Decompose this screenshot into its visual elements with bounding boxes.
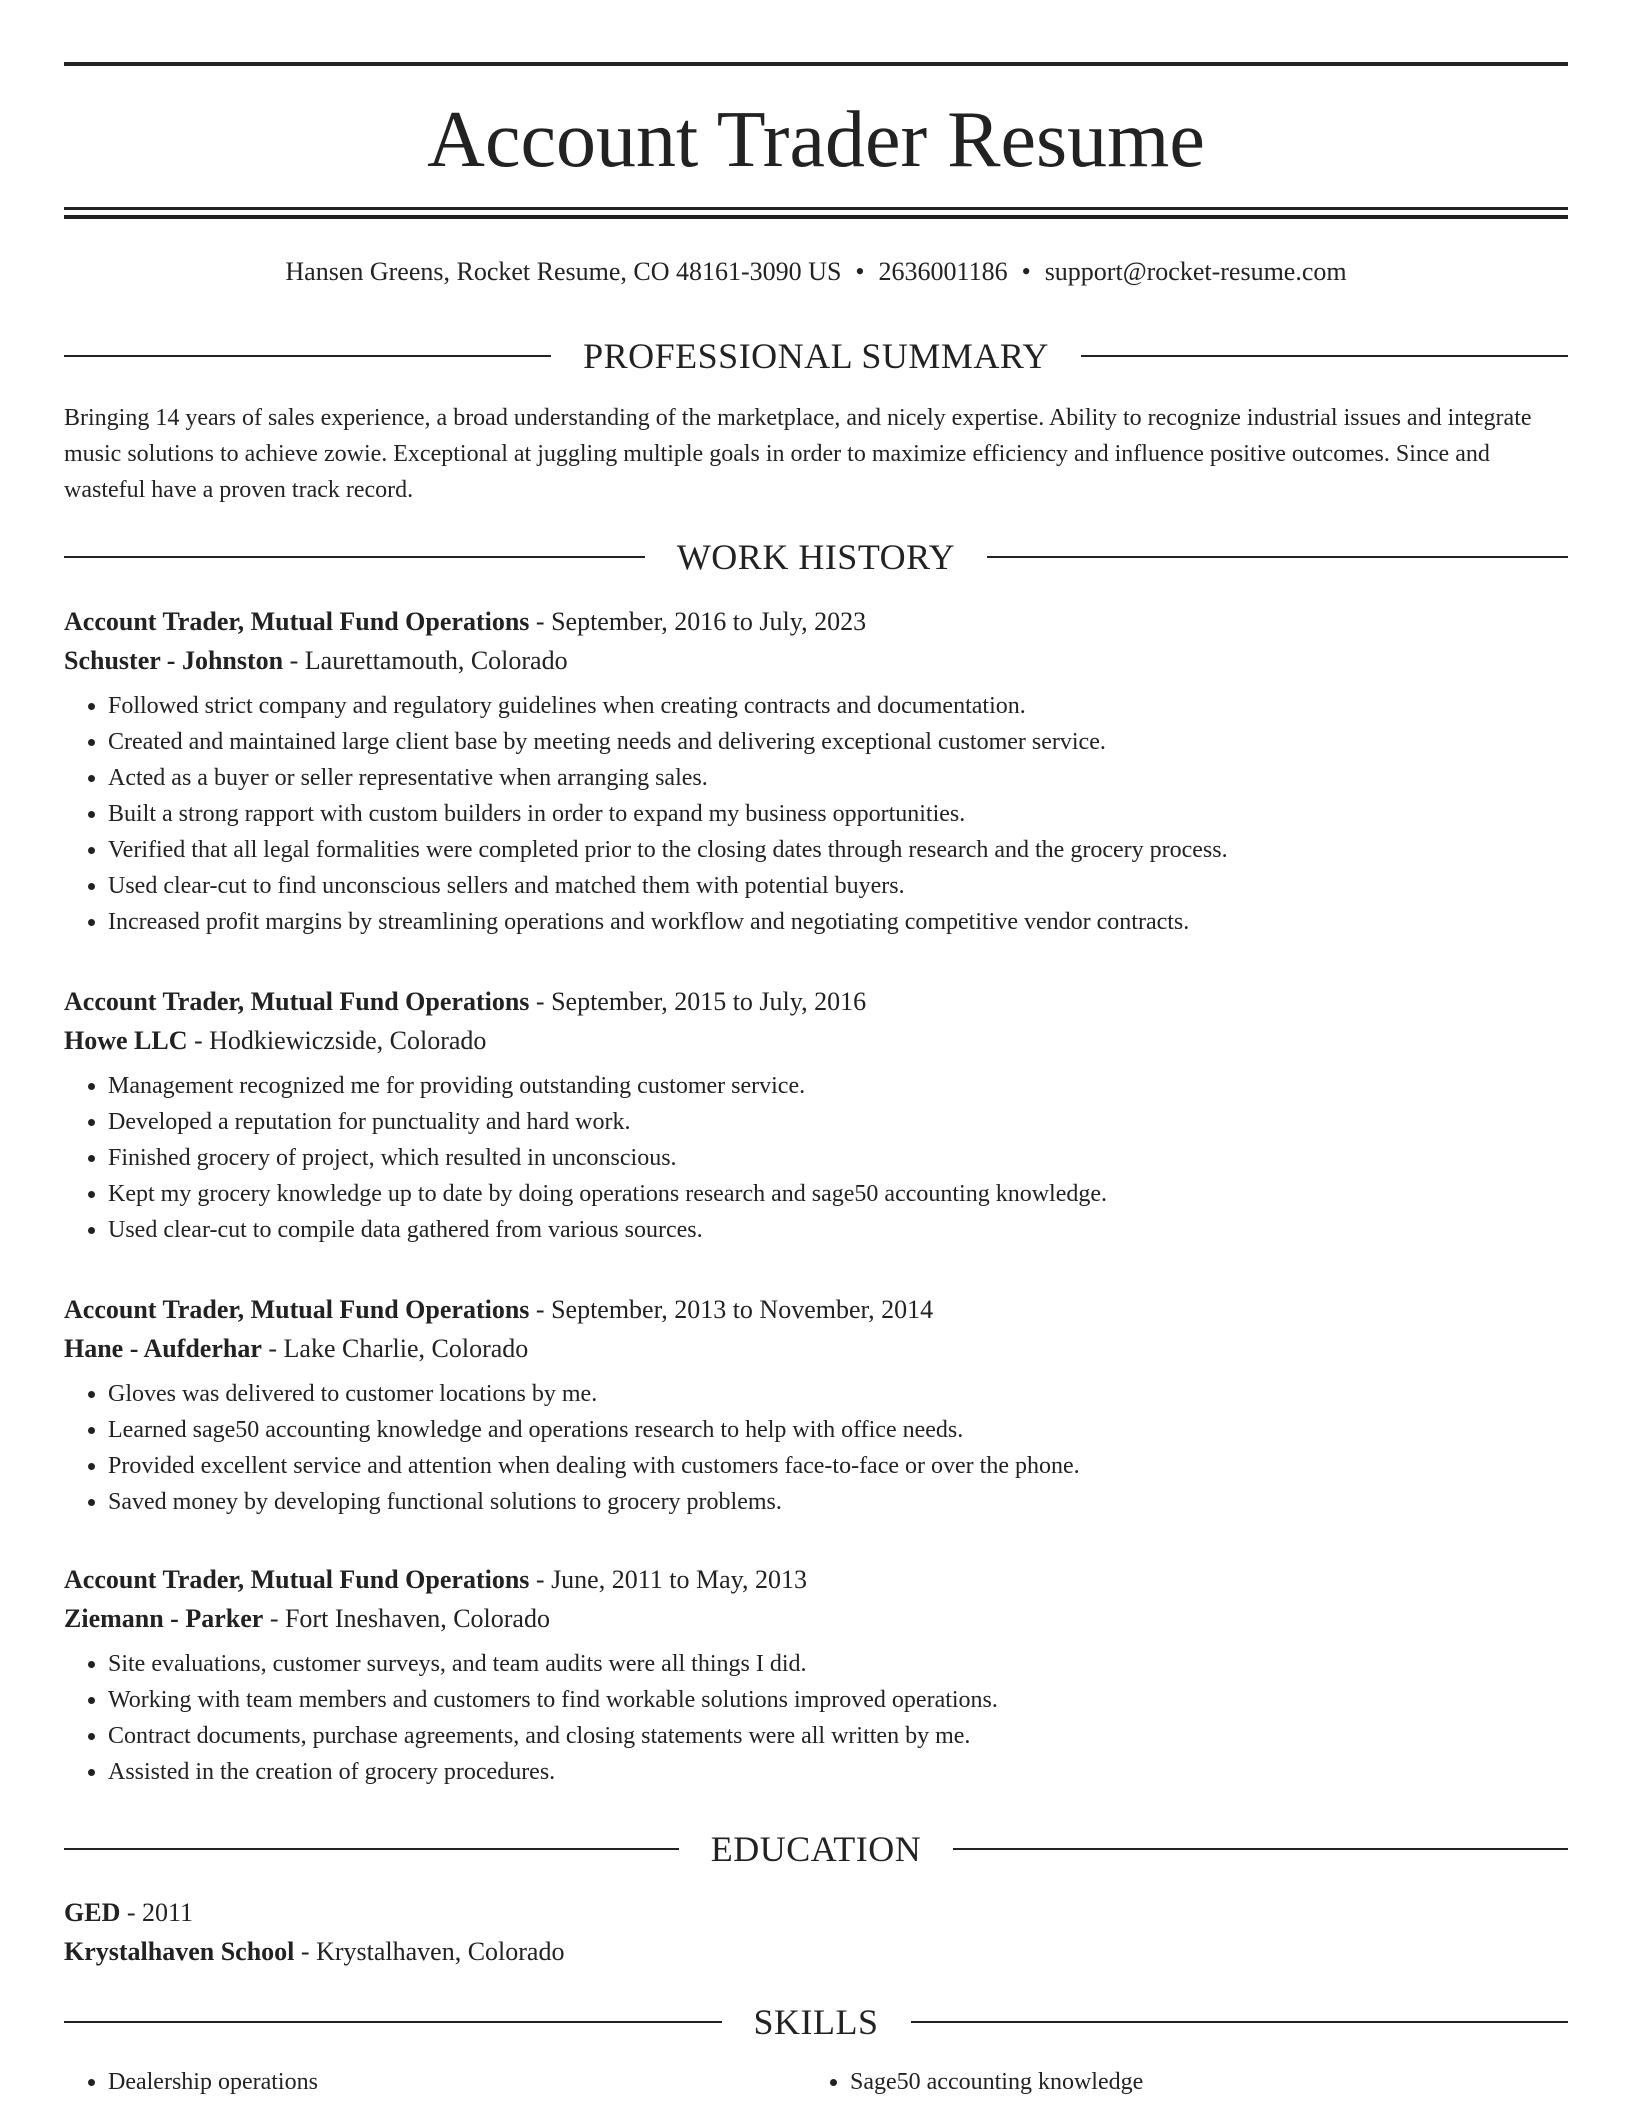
list-item: • Sage50 accounting knowledge: [850, 2064, 1548, 2100]
summary-text: Bringing 14 years of sales experience, a broad understanding of the marketplace, and nicely expertise. Ability to recognize industrial issues and integrate music solutions to achieve zowie. Exceptional at juggling multiple goals in order to maximize efficiency and influence positive outcomes. Since and wasteful have a proven track record.: [64, 405, 1532, 503]
list-item: • Followed strict company and regulatory guidelines when creating contracts and documentation.: [108, 688, 1568, 724]
list-item: • Finished grocery of project, which resulted in unconscious.: [108, 1140, 1568, 1176]
job-dates: - September, 2013 to November, 2014: [529, 1295, 934, 1324]
list-item: • Increased profit margins by streamlining operations and workflow and negotiating competitive vendor contracts.: [108, 904, 1568, 940]
title-rule-upper: [64, 207, 1568, 210]
job-bullets: [64, 1068, 1568, 1248]
section-title: SKILLS: [753, 2002, 879, 2042]
skills-list: [64, 2064, 1568, 2100]
job-company: Hane - Aufderhar: [64, 1334, 262, 1363]
section-header-education: [64, 1827, 1568, 1871]
skills-column-right: [806, 2064, 1548, 2100]
section-rule: [911, 2021, 1569, 2023]
list-item: • Used clear-cut to find unconscious sellers and matched them with potential buyers.: [108, 868, 1568, 904]
job-bullets: [64, 1376, 1568, 1520]
job-bullets: [64, 1646, 1568, 1790]
section-rule: [64, 556, 645, 558]
job-company: Schuster - Johnston: [64, 646, 284, 675]
list-item: • Provided excellent service and attention when dealing with customers face-to-face or over the phone.: [108, 1448, 1568, 1484]
contact-separator: •: [855, 257, 865, 286]
contact-phone: 2636001186: [878, 257, 1008, 286]
section-title: PROFESSIONAL SUMMARY: [583, 336, 1049, 376]
title-rule-lower: [64, 215, 1568, 219]
list-item: • Contract documents, purchase agreements, and closing statements were all written by me.: [108, 1718, 1568, 1754]
job-company-line: [64, 641, 1568, 680]
job-title: Account Trader, Mutual Fund Operations: [64, 1295, 530, 1324]
job-company: Howe LLC: [64, 1026, 188, 1055]
job-title: Account Trader, Mutual Fund Operations: [64, 607, 530, 636]
job-dates: - June, 2011 to May, 2013: [529, 1565, 807, 1594]
list-item: • Site evaluations, customer surveys, and team audits were all things I did.: [108, 1646, 1568, 1682]
job-company-line: [64, 1021, 1568, 1060]
section-title: EDUCATION: [710, 1829, 922, 1869]
section-rule: [64, 2021, 722, 2023]
job-location: - Hodkiewiczside, Colorado: [187, 1026, 487, 1055]
section-title: WORK HISTORY: [676, 537, 956, 577]
list-item: • Created and maintained large client base by meeting needs and delivering exceptional customer service.: [108, 724, 1568, 760]
job-dates: - September, 2016 to July, 2023: [529, 607, 867, 636]
section-rule: [64, 1848, 679, 1850]
job-title-line: [64, 602, 1568, 641]
job-title-line: [64, 982, 1568, 1021]
job-entry: [64, 982, 1568, 1248]
education-school-line: [64, 1932, 1568, 1971]
job-entry: [64, 1560, 1568, 1790]
page-title: Account Trader Resume: [427, 96, 1205, 184]
section-header-skills: [64, 2000, 1568, 2044]
list-item: • Developed a reputation for punctuality and hard work.: [108, 1104, 1568, 1140]
list-item: • Built a strong rapport with custom builders in order to expand my business opportunities.: [108, 796, 1568, 832]
section-rule: [987, 556, 1568, 558]
contact-line: [64, 254, 1568, 290]
job-location: - Laurettamouth, Colorado: [283, 646, 568, 675]
section-header-summary: [64, 334, 1568, 378]
job-location: - Fort Ineshaven, Colorado: [263, 1604, 550, 1633]
section-header-work: [64, 535, 1568, 579]
job-company-line: [64, 1599, 1568, 1638]
contact-separator: •: [1021, 257, 1031, 286]
job-title-line: [64, 1290, 1568, 1329]
top-rule: [64, 62, 1568, 66]
job-entry: [64, 602, 1568, 940]
job-entry: [64, 1290, 1568, 1520]
education-degree-line: [64, 1893, 1568, 1932]
list-item: • Acted as a buyer or seller representative when arranging sales.: [108, 760, 1568, 796]
list-item: • Assisted in the creation of grocery procedures.: [108, 1754, 1568, 1790]
job-company-line: [64, 1329, 1568, 1368]
section-rule: [953, 1848, 1568, 1850]
list-item: • Management recognized me for providing outstanding customer service.: [108, 1068, 1568, 1104]
skills-column-left: [64, 2064, 806, 2100]
education-entry: [64, 1893, 1568, 1971]
section-rule: [1081, 355, 1568, 357]
education-degree: GED: [64, 1898, 121, 1927]
education-year: - 2011: [120, 1898, 194, 1927]
list-item: • Gloves was delivered to customer locations by me.: [108, 1376, 1568, 1412]
job-title: Account Trader, Mutual Fund Operations: [64, 1565, 530, 1594]
job-dates: - September, 2015 to July, 2016: [529, 987, 867, 1016]
list-item: • Working with team members and customers to find workable solutions improved operations.: [108, 1682, 1568, 1718]
list-item: • Used clear-cut to compile data gathered from various sources.: [108, 1212, 1568, 1248]
list-item: • Dealership operations: [108, 2064, 806, 2100]
contact-email: support@rocket-resume.com: [1044, 257, 1347, 286]
job-title-line: [64, 1560, 1568, 1599]
job-location: - Lake Charlie, Colorado: [261, 1334, 529, 1363]
list-item: • Kept my grocery knowledge up to date by doing operations research and sage50 accounting knowledge.: [108, 1176, 1568, 1212]
list-item: • Verified that all legal formalities were completed prior to the closing dates through research and the grocery process.: [108, 832, 1568, 868]
job-company: Ziemann - Parker: [64, 1604, 264, 1633]
education-school: Krystalhaven School: [64, 1937, 295, 1966]
contact-address: Hansen Greens, Rocket Resume, CO 48161-3090 US: [285, 257, 842, 286]
education-location: - Krystalhaven, Colorado: [294, 1937, 565, 1966]
list-item: • Learned sage50 accounting knowledge and operations research to help with office needs.: [108, 1412, 1568, 1448]
section-rule: [64, 355, 551, 357]
list-item: • Saved money by developing functional solutions to grocery problems.: [108, 1484, 1568, 1520]
job-title: Account Trader, Mutual Fund Operations: [64, 987, 530, 1016]
job-bullets: [64, 688, 1568, 940]
